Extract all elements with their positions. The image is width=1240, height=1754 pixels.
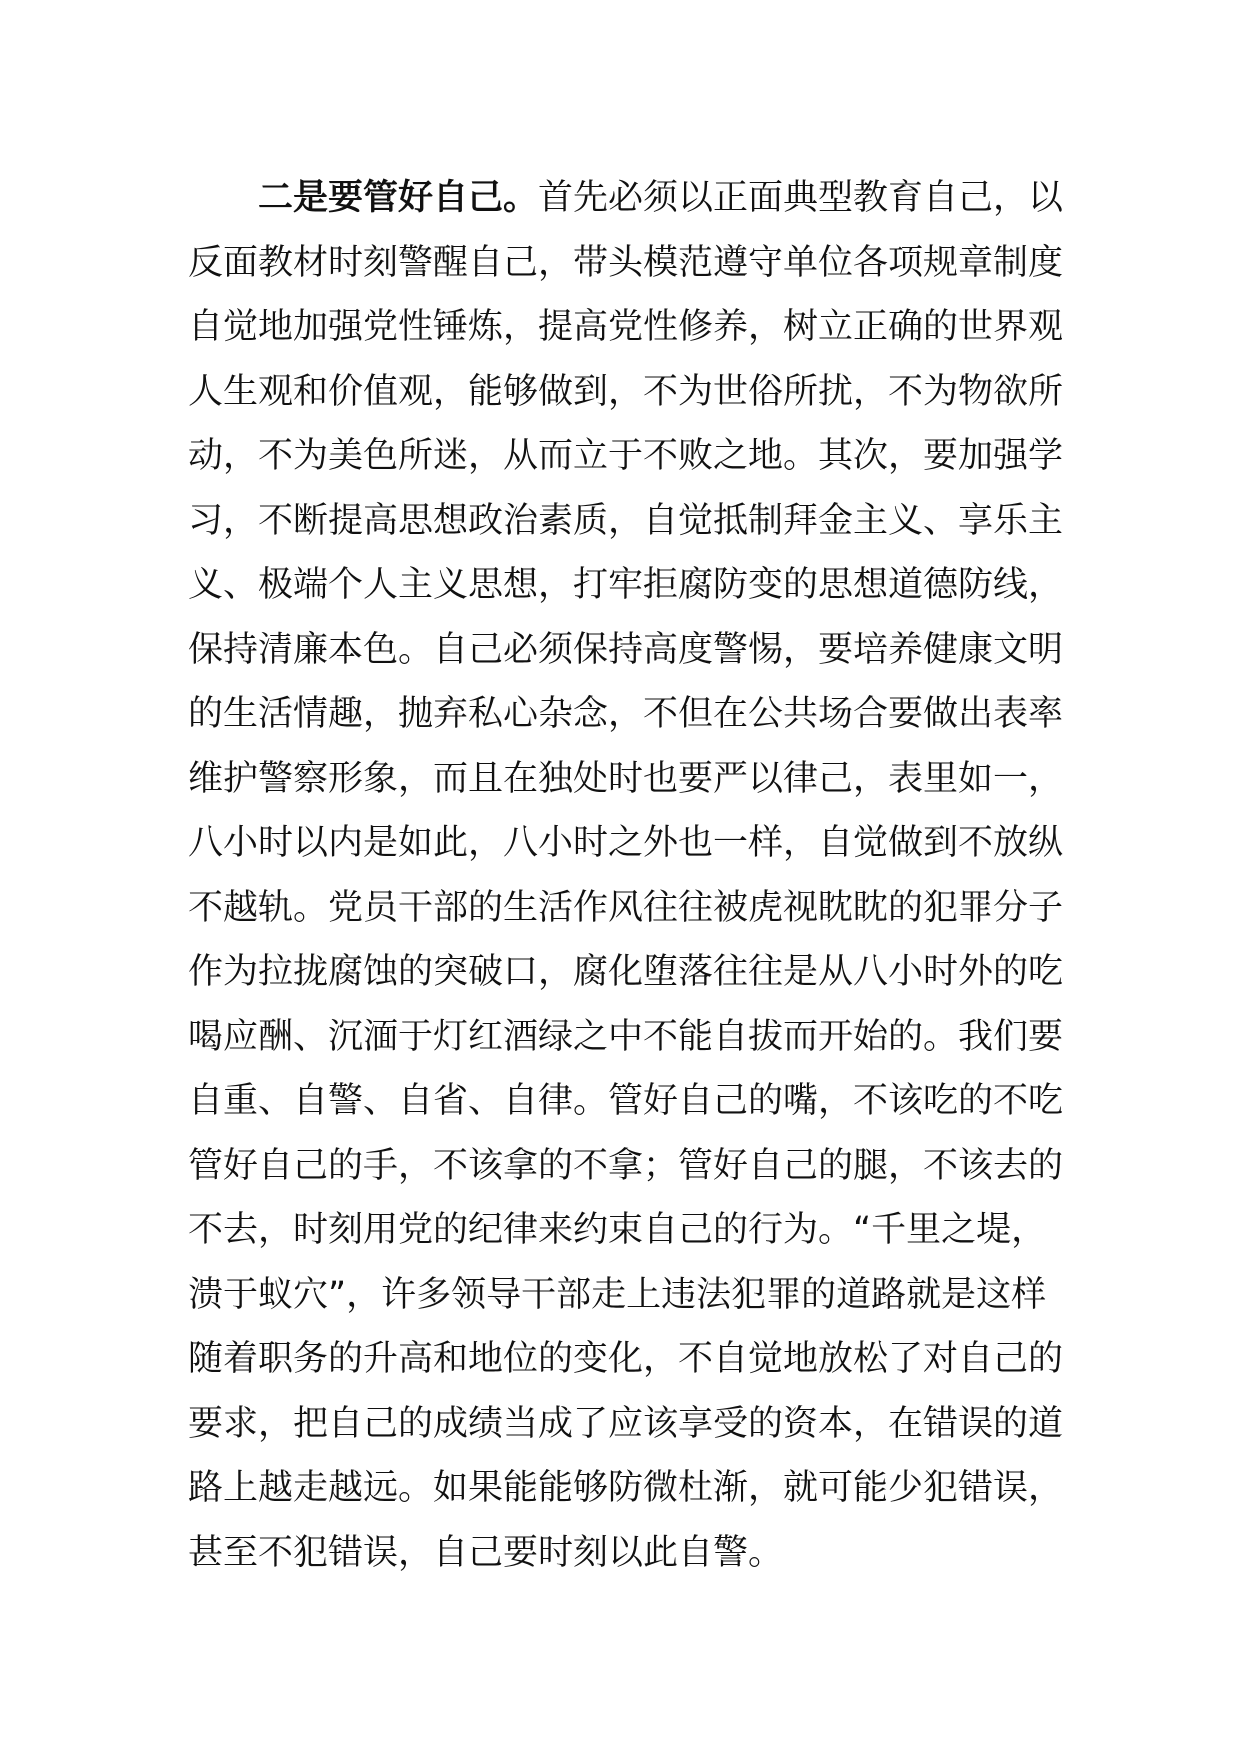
section-heading: 二是要管好自己。 xyxy=(258,178,539,218)
paragraph-line-9: 的生活情趣，抛弃私心杂念，不但在公共场合要做出表率 xyxy=(188,694,1064,734)
paragraph-line-19: 随着职务的升高和地位的变化，不自觉地放松了对自己的 xyxy=(188,1339,1064,1379)
paragraph-line-13: 作为拉拢腐蚀的突破口，腐化堕落往往是从八小时外的吃 xyxy=(188,952,1064,992)
paragraph-line-3: 自觉地加强党性锤炼，提高党性修养，树立正确的世界观 xyxy=(188,307,1064,347)
paragraph-line-4: 人生观和价值观，能够做到，不为世俗所扰，不为物欲所 xyxy=(188,371,1064,412)
paragraph-line-1 xyxy=(188,166,1064,231)
paragraph-line-2: 反面教材时刻警醒自己，带头模范遵守单位各项规章制度 xyxy=(188,242,1064,283)
paragraph-line-8: 保持清廉本色。自己必须保持高度警惕，要培养健康文明 xyxy=(188,629,1064,670)
paragraph-line-20: 要求，把自己的成绩当成了应该享受的资本，在错误的道 xyxy=(188,1403,1064,1444)
paragraph-line-5: 动，不为美色所迷，从而立于不败之地。其次，要加强学 xyxy=(188,436,1064,476)
paragraph-line-22: 甚至不犯错误，自己要时刻以此自警。 xyxy=(188,1532,784,1573)
paragraph-line-14: 喝应酬、沉湎于灯红酒绿之中不能自拔而开始的。我们要 xyxy=(188,1016,1064,1057)
paragraph-line-6: 习，不断提高思想政治素质，自觉抵制拜金主义、享乐主 xyxy=(188,500,1064,541)
paragraph-line-15: 自重、自警、自省、自律。管好自己的嘴，不该吃的不吃 xyxy=(188,1081,1064,1121)
paragraph-line-18: 溃于蚁穴”，许多领导干部走上违法犯罪的道路就是这样 xyxy=(188,1274,1047,1315)
paragraph-line-12: 不越轨。党员干部的生活作风往往被虎视眈眈的犯罪分子 xyxy=(188,887,1064,928)
paragraph-line-10: 维护警察形象，而且在独处时也要严以律己，表里如一， xyxy=(188,758,1064,799)
paragraph-line-16: 管好自己的手，不该拿的不拿；管好自己的腿，不该去的 xyxy=(188,1145,1064,1186)
paragraph-line-17: 不去，时刻用党的纪律来约束自己的行为。“千里之堤， xyxy=(188,1210,1047,1250)
paragraph-line-7: 义、极端个人主义思想，打牢拒腐防变的思想道德防线， xyxy=(188,565,1064,605)
paragraph-line-text: 首先必须以正面典型教育自己，以 xyxy=(538,178,1064,218)
paragraph-line-21: 路上越走越远。如果能能够防微杜渐，就可能少犯错误， xyxy=(188,1468,1064,1508)
body-paragraph xyxy=(188,166,1064,1585)
paragraph-line-11: 八小时以内是如此，八小时之外也一样，自觉做到不放纵 xyxy=(188,823,1064,863)
